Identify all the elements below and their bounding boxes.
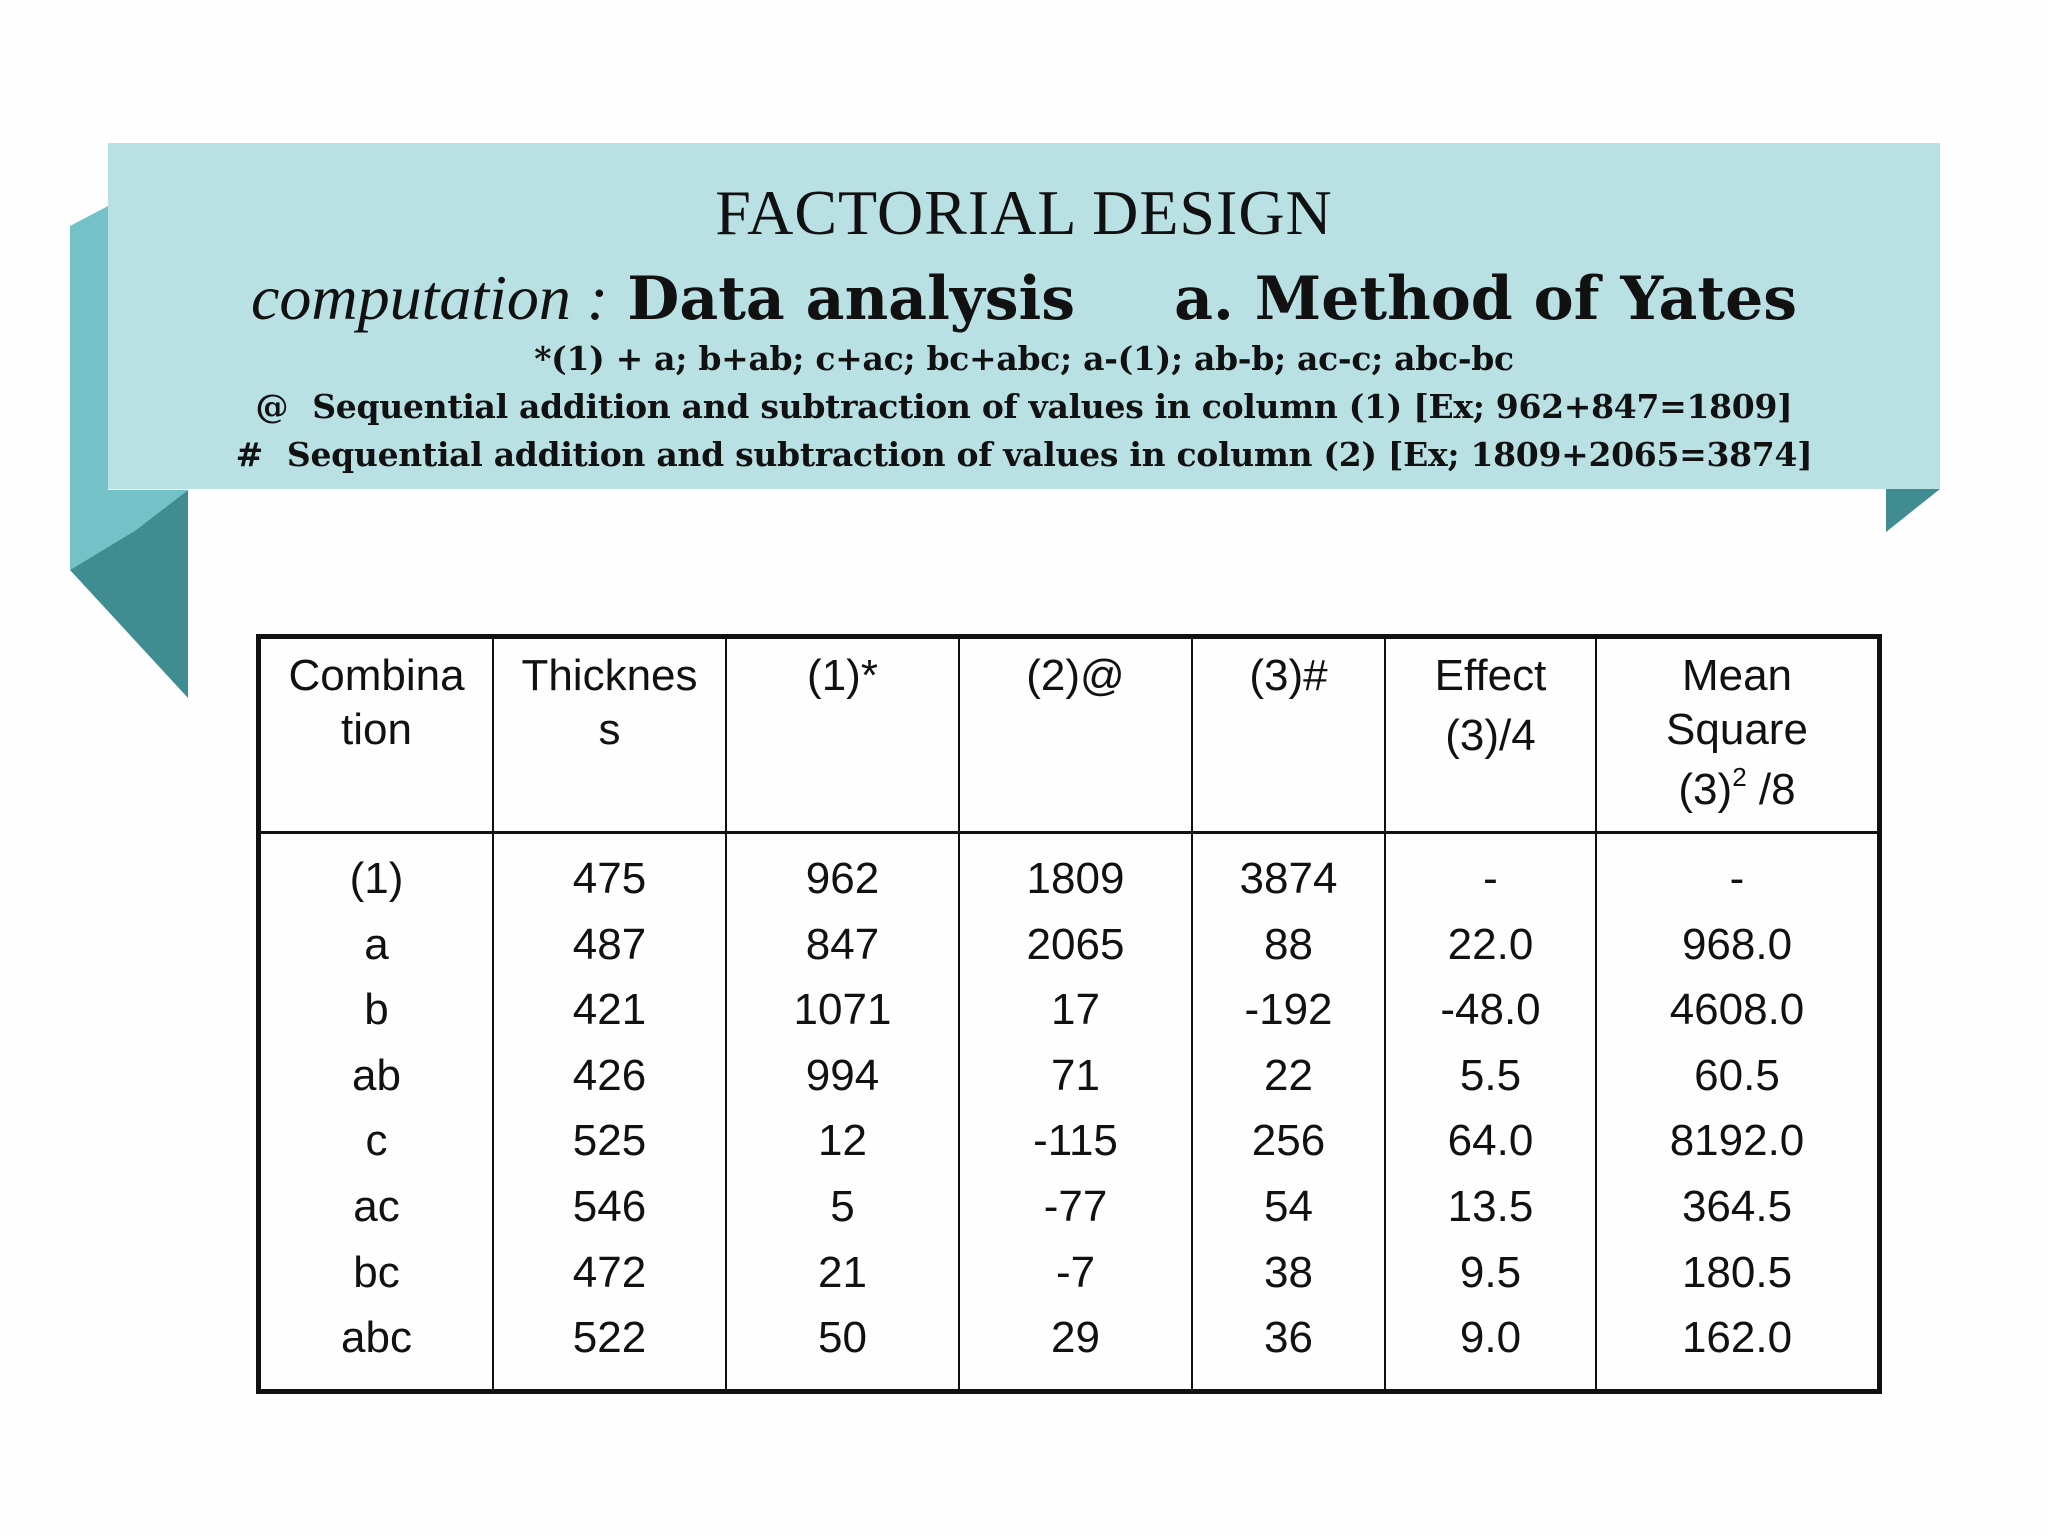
table-cell: 426 (572, 1050, 647, 1100)
column-combination (261, 846, 492, 1371)
table-cell: 968.0 (1681, 919, 1793, 969)
note-column-1: *(1) + a; b+ab; c+ac; bc+abc; a-(1); ab-b; ac-c; abc-bc (534, 339, 1514, 378)
column-col3 (1193, 846, 1384, 1371)
table-cell: 21 (818, 1247, 867, 1297)
note-at-symbol: @ (255, 387, 289, 426)
table-cell: 5.5 (1459, 1050, 1522, 1100)
table-cell: 50 (818, 1313, 867, 1363)
table-cell: bc (353, 1247, 400, 1297)
table-cell: 522 (572, 1313, 647, 1363)
table-cell: 64.0 (1447, 1116, 1534, 1166)
header-effect: Effect (3)/4 (1434, 651, 1547, 760)
table-cell: 29 (1051, 1313, 1100, 1363)
table-cell: ac (353, 1181, 400, 1231)
header-divider (261, 831, 1877, 834)
table-cell: 1809 (1026, 854, 1125, 903)
table-cell: 8192.0 (1669, 1116, 1805, 1166)
title-banner (108, 143, 1940, 489)
table-cell: -115 (1033, 1116, 1118, 1166)
note-column-3 (108, 433, 1940, 477)
table-cell: - (1483, 854, 1498, 903)
table-cell: 1071 (793, 985, 892, 1035)
table-cell: 54 (1264, 1181, 1313, 1231)
yates-table (256, 634, 1882, 1394)
column-effect (1386, 846, 1595, 1371)
column-col1 (727, 846, 958, 1371)
table-cell: a (364, 919, 389, 969)
table-cell: 13.5 (1447, 1181, 1534, 1231)
header-col3: (3)# (1249, 651, 1328, 700)
table-cell: ab (352, 1050, 401, 1100)
column-mean-square (1597, 846, 1877, 1371)
table-cell: 22.0 (1447, 919, 1534, 969)
table-cell: 546 (572, 1181, 647, 1231)
table-cell: 9.0 (1459, 1313, 1522, 1363)
subtitle-computation: computation : (250, 262, 609, 333)
subtitle-data-analysis: Data analysis (627, 264, 1076, 334)
note-hash-symbol: # (235, 435, 263, 474)
table-cell: 962 (805, 854, 880, 903)
page-title: FACTORIAL DESIGN (715, 177, 1333, 248)
table-cell: - (1729, 854, 1745, 903)
header-thickness: Thicknes s (521, 651, 698, 754)
table-cell: 525 (572, 1116, 647, 1166)
table-cell: -77 (1043, 1181, 1108, 1231)
table-cell: 38 (1264, 1247, 1313, 1297)
table-cell: 60.5 (1694, 1050, 1780, 1100)
table-cell: 421 (572, 985, 647, 1035)
table-cell: 180.5 (1681, 1247, 1793, 1297)
table-cell: 9.5 (1459, 1247, 1522, 1297)
note-column-2-text: Sequential addition and subtraction of values in column (1) [Ex; 962+847=1809] (312, 387, 1793, 426)
table-cell: 487 (572, 919, 647, 969)
table-cell: 36 (1264, 1313, 1313, 1363)
table-cell: 162.0 (1681, 1313, 1793, 1363)
table-cell: 17 (1051, 985, 1100, 1035)
table-cell: (1) (349, 854, 404, 903)
table-cell: 71 (1051, 1050, 1100, 1100)
header-combination: Combina tion (288, 651, 465, 754)
table-cell: 847 (805, 919, 880, 969)
table-cell: abc (341, 1313, 412, 1363)
header-mean-square: Mean Square $(3)^2$ /8 (1666, 651, 1808, 814)
table-cell: -7 (1055, 1247, 1096, 1297)
page-subtitle (108, 260, 1940, 337)
table-cell: 364.5 (1681, 1181, 1793, 1231)
table-cell: 4608.0 (1669, 985, 1805, 1035)
table-cell: 12 (818, 1116, 867, 1166)
note-column-2 (108, 385, 1940, 429)
column-col2 (960, 846, 1191, 1371)
table-cell: 475 (572, 854, 647, 903)
ribbon-right-fold-dark (1886, 489, 1940, 532)
subtitle-method: a. Method of Yates (1174, 264, 1798, 334)
table-cell: 3874 (1239, 854, 1338, 903)
table-cell: 472 (572, 1247, 647, 1297)
table-cell: 994 (805, 1050, 880, 1100)
table-cell: c (365, 1116, 388, 1166)
table-cell: 256 (1251, 1116, 1326, 1166)
table-cell: 2065 (1026, 919, 1125, 969)
table-cell: 5 (830, 1181, 855, 1231)
column-thickness (494, 846, 725, 1371)
table-cell: b (364, 985, 389, 1035)
header-col2: (2)@ (1026, 651, 1125, 700)
header-col1: (1)* (807, 651, 878, 700)
table-cell: 22 (1264, 1050, 1313, 1100)
note-column-3-text: Sequential addition and subtraction of values in column (2) [Ex; 1809+2065=3874] (286, 435, 1813, 474)
table-cell: -192 (1244, 985, 1333, 1035)
table-cell: -48.0 (1440, 985, 1541, 1035)
table-cell: 88 (1264, 919, 1313, 969)
